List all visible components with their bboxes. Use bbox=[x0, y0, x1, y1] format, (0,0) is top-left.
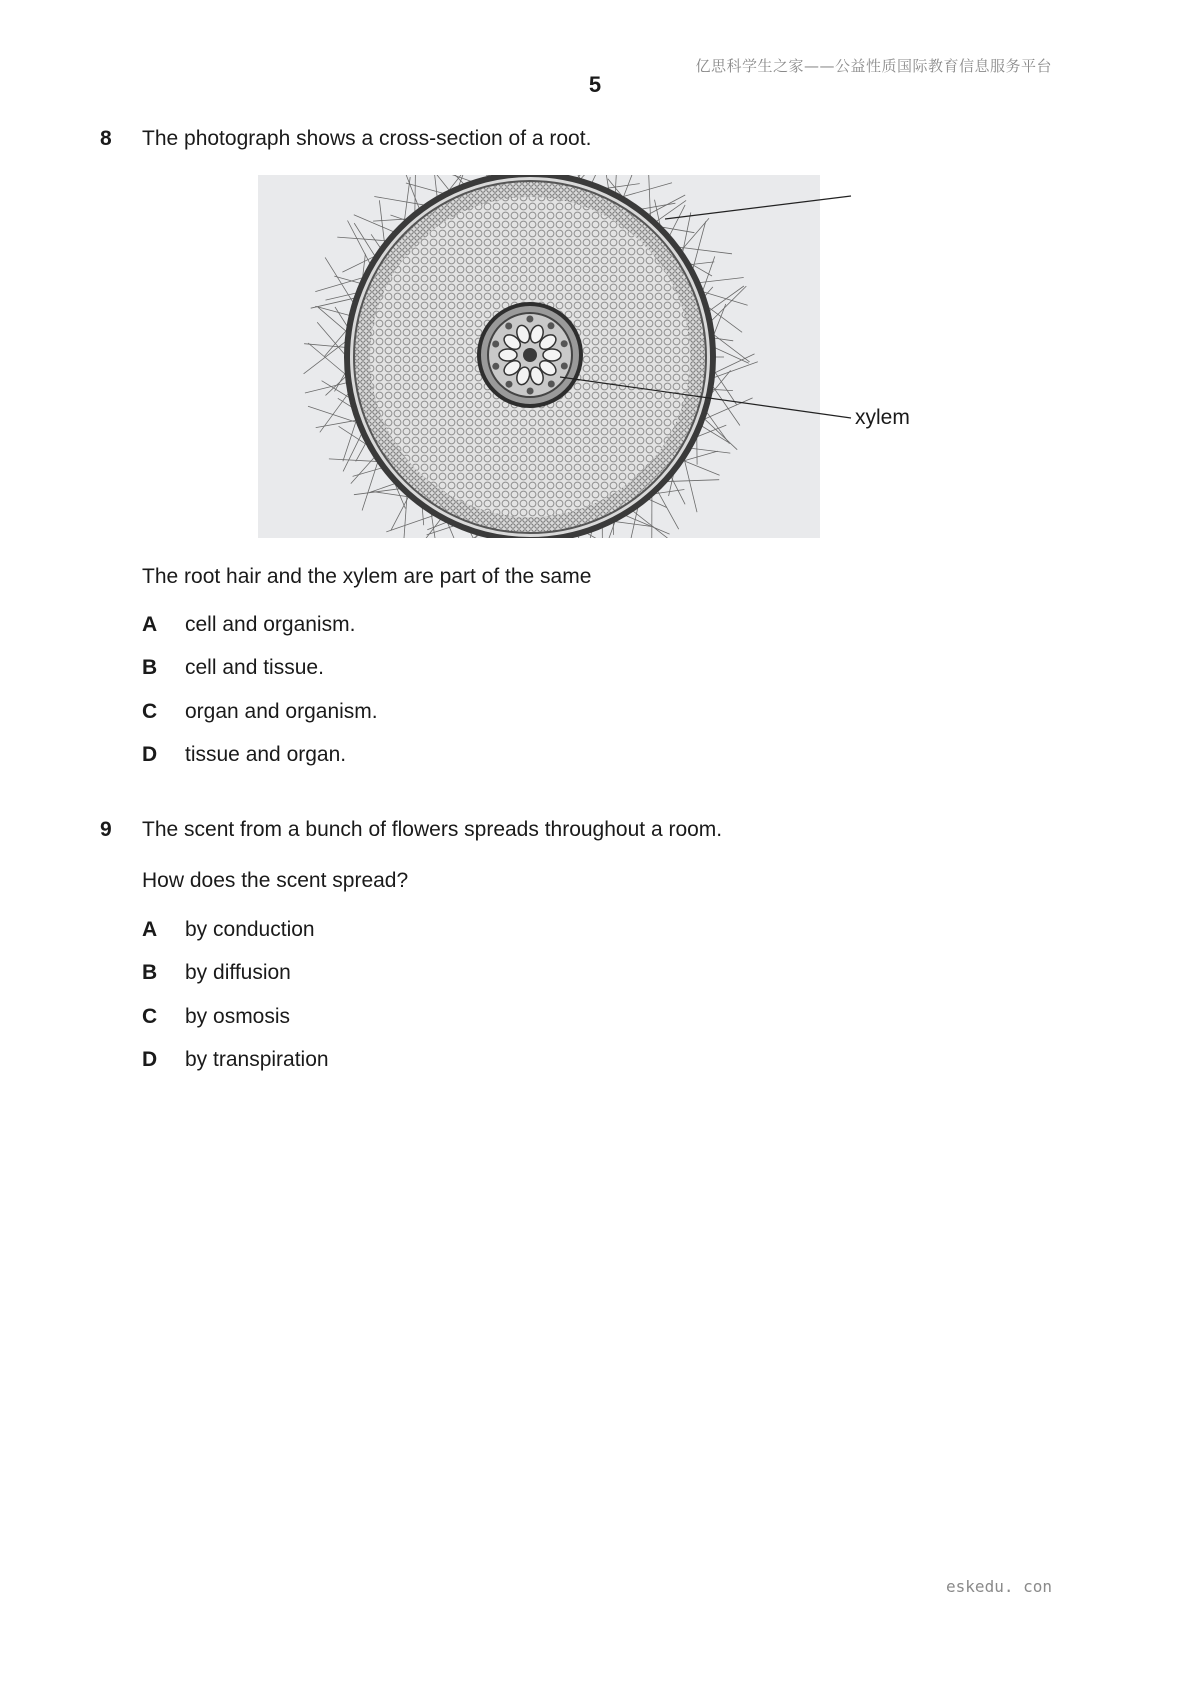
option-letter: C bbox=[142, 700, 158, 723]
option-letter: A bbox=[142, 918, 158, 941]
root-hair bbox=[315, 306, 352, 316]
option-letter: C bbox=[142, 1005, 158, 1028]
option-letter: A bbox=[142, 613, 158, 636]
root-hair bbox=[710, 332, 749, 362]
root-hair bbox=[712, 346, 749, 363]
root-hair bbox=[682, 213, 691, 257]
question-stem: The scent from a bunch of flowers spreads throughout a room. bbox=[142, 818, 723, 841]
root-hair bbox=[362, 459, 379, 511]
question-number: 8 bbox=[100, 127, 112, 150]
phloem-cell bbox=[548, 381, 555, 388]
root-hair bbox=[406, 183, 448, 195]
option-text: by diffusion bbox=[185, 961, 291, 984]
option-letter: B bbox=[142, 961, 158, 984]
root-hair bbox=[374, 197, 428, 206]
root-hair bbox=[710, 383, 740, 426]
question-stem: The photograph shows a cross-section of a root. bbox=[142, 127, 592, 150]
question-prompt: How does the scent spread? bbox=[142, 869, 409, 892]
phloem-cell bbox=[526, 316, 533, 323]
option-text: cell and organism. bbox=[185, 613, 356, 636]
option-letter: D bbox=[142, 743, 158, 766]
root-hair bbox=[656, 488, 679, 529]
root-hair bbox=[670, 474, 686, 505]
option-text: organ and organism. bbox=[185, 700, 378, 723]
root-cross-section-photo bbox=[258, 175, 820, 538]
root-hair bbox=[320, 390, 351, 433]
root-hair bbox=[353, 467, 385, 476]
root-hair bbox=[668, 205, 685, 239]
footer-source: eskedu. con bbox=[946, 1577, 1052, 1596]
root-hair bbox=[343, 416, 358, 461]
root-hair bbox=[696, 278, 743, 284]
question-number: 9 bbox=[100, 818, 112, 841]
root-hair bbox=[630, 509, 667, 538]
stele-center bbox=[523, 348, 537, 362]
root-hair bbox=[354, 223, 377, 259]
xylem-label: xylem bbox=[855, 406, 910, 429]
root-hair bbox=[688, 448, 731, 453]
question-prompt: The root hair and the xylem are part of the same bbox=[142, 565, 592, 588]
root-hair bbox=[317, 322, 348, 358]
option-text: cell and tissue. bbox=[185, 656, 324, 679]
option-text: by transpiration bbox=[185, 1048, 329, 1071]
phloem-cell bbox=[505, 323, 512, 330]
root-hair bbox=[702, 417, 737, 450]
option-letter: B bbox=[142, 656, 158, 679]
root-hair bbox=[329, 459, 381, 462]
root-hair bbox=[711, 362, 758, 379]
root-hair bbox=[316, 420, 360, 428]
root-hair bbox=[415, 517, 443, 538]
root-hair bbox=[707, 286, 744, 313]
root-hair bbox=[348, 221, 372, 268]
root-hair bbox=[386, 514, 438, 532]
xylem-vessel bbox=[499, 349, 517, 361]
phloem-cell bbox=[506, 381, 513, 388]
option-text: by conduction bbox=[185, 918, 315, 941]
root-hair bbox=[334, 276, 363, 284]
option-text: by osmosis bbox=[185, 1005, 291, 1028]
phloem-cell bbox=[561, 363, 568, 370]
root-hair bbox=[663, 480, 720, 482]
phloem-cell bbox=[492, 363, 499, 370]
option-text: tissue and organ. bbox=[185, 743, 347, 766]
phloem-cell bbox=[492, 341, 499, 348]
root-hair bbox=[308, 343, 349, 378]
root-hair bbox=[424, 175, 452, 193]
root-hair bbox=[403, 491, 407, 538]
root-hair bbox=[415, 175, 416, 216]
phloem-cell bbox=[548, 322, 555, 329]
watermark: 亿思科学生之家——公益性质国际教育信息服务平台 bbox=[695, 57, 1052, 75]
phloem-cell bbox=[527, 388, 534, 395]
root-hair bbox=[354, 215, 397, 233]
root-hair bbox=[351, 455, 377, 484]
option-letter: D bbox=[142, 1048, 158, 1071]
page-number: 5 bbox=[588, 72, 602, 97]
xylem-vessel bbox=[543, 349, 561, 361]
root-hair bbox=[305, 382, 350, 393]
root-hair bbox=[619, 183, 673, 198]
root-hair bbox=[692, 221, 706, 273]
root-hair bbox=[622, 175, 633, 200]
phloem-cell bbox=[561, 340, 568, 347]
root-hair bbox=[622, 514, 670, 534]
root-hair bbox=[709, 286, 746, 323]
root-hair bbox=[403, 175, 420, 212]
